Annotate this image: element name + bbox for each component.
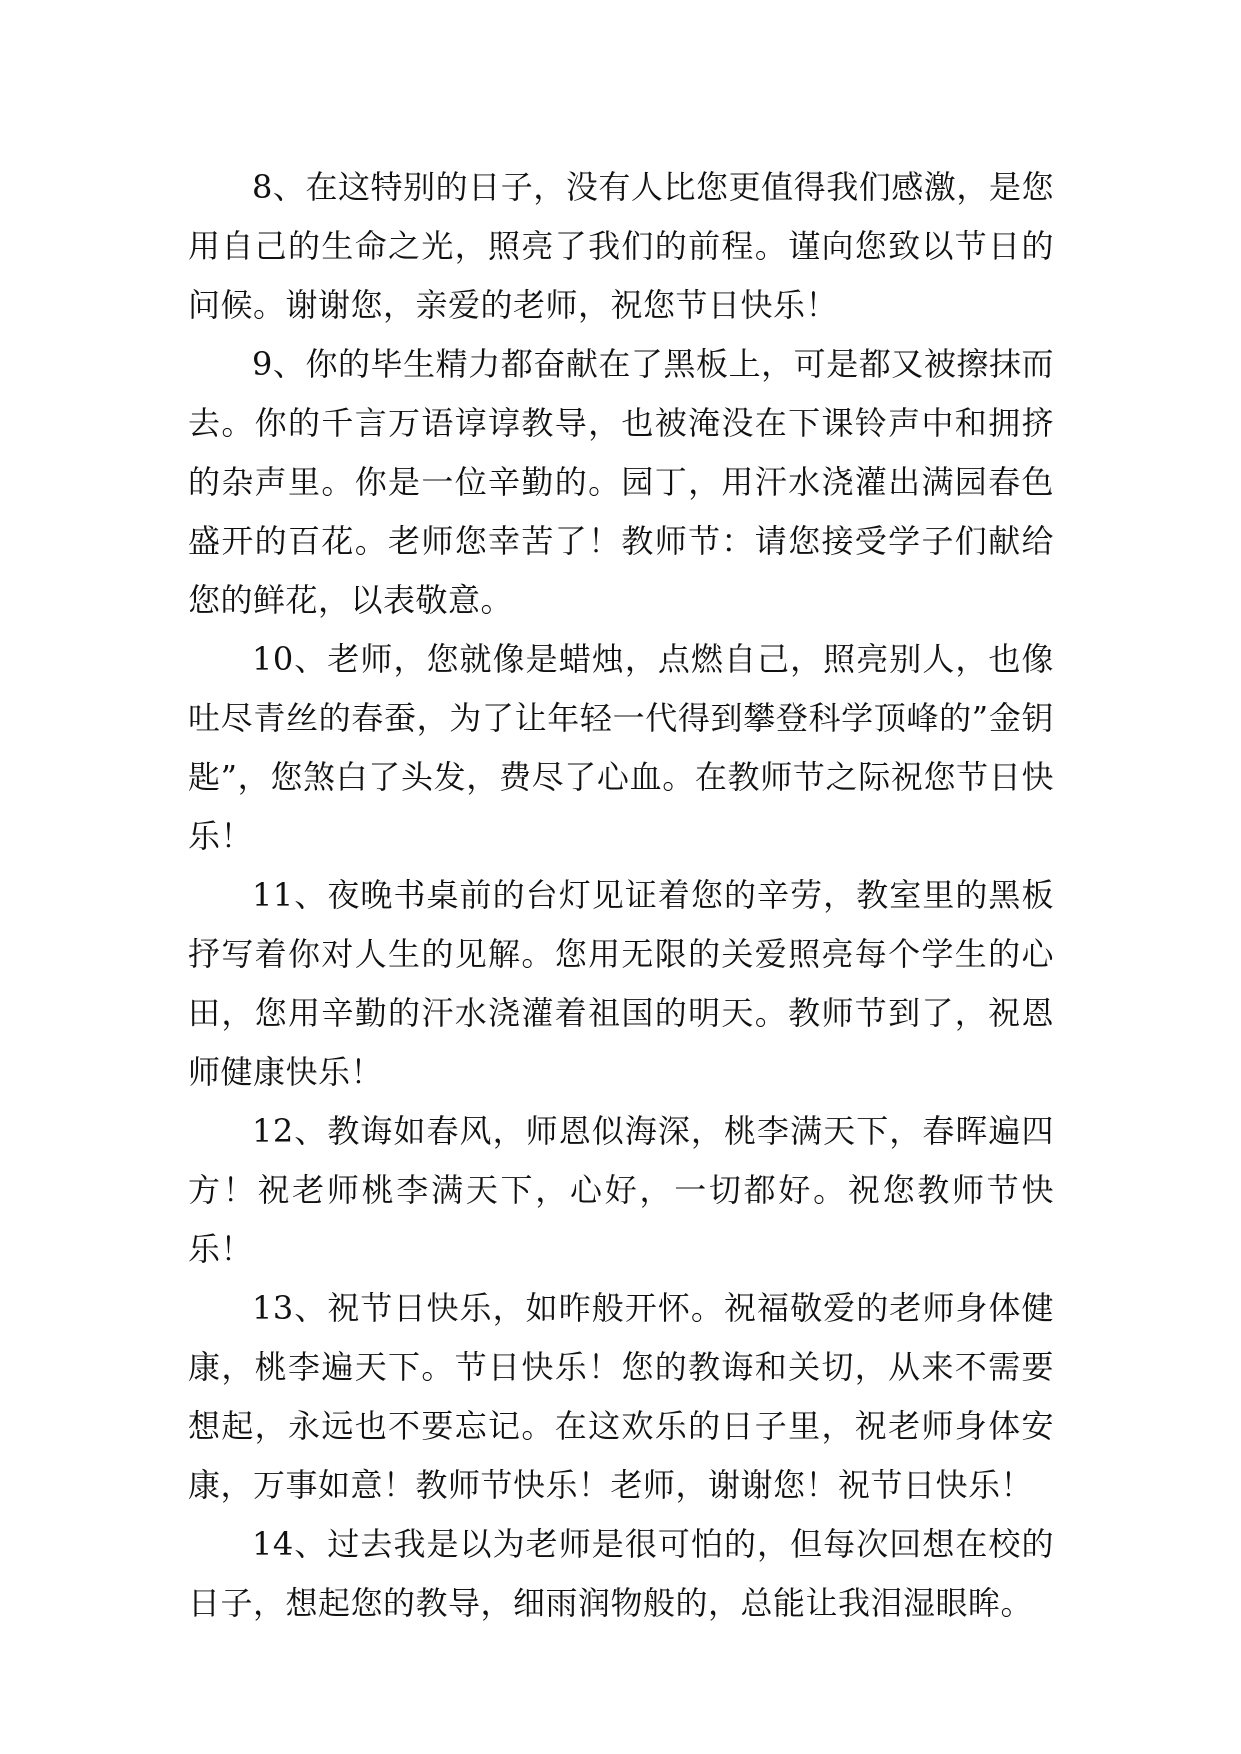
paragraph-12: 12、教诲如春风，师恩似海深，桃李满天下，春晖遍四方！祝老师桃李满天下，心好，一切都好。祝您教师节快乐！ (188, 1112, 1054, 1268)
paragraph-11: 11、夜晚书桌前的台灯见证着您的辛劳，教室里的黑板抒写着你对人生的见解。您用无限的关爱照亮每个学生的心田，您用辛勤的汗水浇灌着祖国的明天。教师节到了，祝恩师健康快乐！ (188, 876, 1054, 1091)
document-body (188, 158, 1054, 1633)
paragraph-14: 14、过去我是以为老师是很可怕的，但每次回想在校的日子，想起您的教导，细雨润物般的，总能让我泪湿眼眸。 (188, 1525, 1054, 1622)
paragraph-13: 13、祝节日快乐，如昨般开怀。祝福敬爱的老师身体健康，桃李遍天下。节日快乐！您的教诲和关切，从来不需要想起，永远也不要忘记。在这欢乐的日子里，祝老师身体安康，万事如意！教师节快乐！老师，谢谢您！祝节日快乐！ (188, 1289, 1054, 1504)
paragraph-9: 9、你的毕生精力都奋献在了黑板上，可是都又被擦抹而去。你的千言万语谆谆教导，也被淹没在下课铃声中和拥挤的杂声里。你是一位辛勤的。园丁，用汗水浇灌出满园春色盛开的百花。老师您幸苦了！教师节：请您接受学子们献给您的鲜花，以表敬意。 (188, 345, 1054, 619)
paragraph-8: 8、在这特别的日子，没有人比您更值得我们感激，是您用自己的生命之光，照亮了我们的前程。谨向您致以节日的问候。谢谢您，亲爱的老师，祝您节日快乐！ (188, 168, 1054, 324)
paragraph-10: 10、老师，您就像是蜡烛，点燃自己，照亮别人，也像吐尽青丝的春蚕，为了让年轻一代得到攀登科学顶峰的”金钥匙”，您煞白了头发，费尽了心血。在教师节之际祝您节日快乐！ (188, 640, 1054, 855)
